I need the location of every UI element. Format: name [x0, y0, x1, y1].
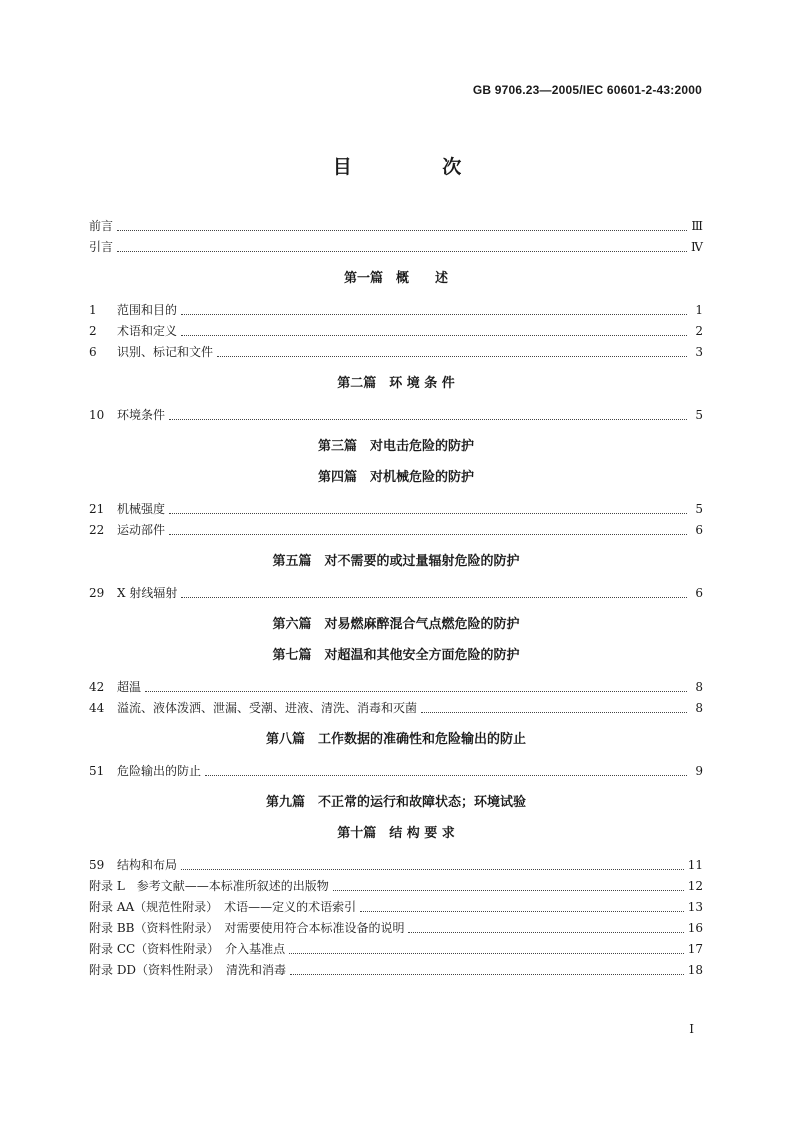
toc-entry-title: 超温 [117, 680, 142, 694]
toc-entry-page: 1 [695, 303, 703, 317]
toc-entry-page: 6 [695, 523, 703, 537]
toc-entry-number: 2 [89, 324, 97, 338]
toc-entry[interactable] [89, 300, 703, 321]
toc-entry-title: 术语和定义 [117, 324, 178, 338]
toc-entry-title: 附录 BB（资料性附录） 对需要使用符合本标准设备的说明 [89, 921, 405, 935]
toc-entry[interactable] [89, 237, 703, 258]
toc-entry-page: 2 [695, 324, 703, 338]
dot-leader [408, 932, 683, 933]
toc-entry[interactable] [89, 216, 703, 237]
toc-entry-title: 附录 L 参考文献——本标准所叙述的出版物 [89, 879, 329, 893]
toc-entry[interactable] [89, 960, 703, 981]
toc-entry-number: 42 [89, 680, 105, 694]
toc-entry-title: 运动部件 [117, 523, 166, 537]
dot-leader [290, 974, 684, 975]
dot-leader [169, 419, 687, 420]
dot-leader [169, 513, 687, 514]
toc-entry[interactable] [89, 698, 703, 719]
toc-entry-number: 59 [89, 858, 105, 872]
toc-section-heading: 第一篇 概 述 [343, 271, 448, 286]
page-title: 目 次 [332, 156, 504, 178]
toc-entry[interactable] [89, 520, 703, 541]
dot-leader [169, 534, 687, 535]
dot-leader [181, 597, 687, 598]
toc-entry-number: 6 [89, 345, 97, 359]
toc-entry-page: 9 [695, 764, 703, 778]
document-header: GB 9706.23—2005/IEC 60601-2-43:2000 [472, 83, 702, 97]
toc-entry[interactable] [89, 321, 703, 342]
toc-entry-title: 附录 AA（规范性附录） 术语——定义的术语索引 [89, 900, 357, 914]
toc-entry-number: 51 [89, 764, 105, 778]
toc-section-heading: 第四篇 对机械危险的防护 [317, 470, 474, 485]
toc-entry-title: 范围和目的 [117, 303, 178, 317]
toc-entry-title: 前言 [89, 219, 114, 233]
toc-entry-page: 11 [687, 858, 703, 872]
toc-entry-number: 22 [89, 523, 105, 537]
toc-section-heading: 第七篇 对超温和其他安全方面危险的防护 [272, 648, 520, 663]
toc-entry[interactable] [89, 342, 703, 363]
toc-entry[interactable] [89, 876, 703, 897]
toc-entry-title: 附录 DD（资料性附录） 清洗和消毒 [89, 963, 287, 977]
toc-entry-number: 21 [89, 502, 105, 516]
toc-entry[interactable] [89, 939, 703, 960]
dot-leader [360, 911, 684, 912]
toc-entry[interactable] [89, 761, 703, 782]
toc-entry-number: 44 [89, 701, 105, 715]
toc-entry-title: 环境条件 [117, 408, 166, 422]
dot-leader [117, 230, 687, 231]
toc-entry-page: 5 [695, 502, 703, 516]
dot-leader [333, 890, 684, 891]
toc-entry-page: 5 [695, 408, 703, 422]
toc-entry-page: 8 [695, 680, 703, 694]
toc-entry-title: 识别、标记和文件 [117, 345, 214, 359]
dot-leader [117, 251, 687, 252]
toc-entry-page: 8 [695, 701, 703, 715]
toc-entry[interactable] [89, 855, 703, 876]
dot-leader [181, 869, 684, 870]
dot-leader [421, 712, 687, 713]
dot-leader [181, 335, 687, 336]
table-of-contents [89, 216, 703, 981]
toc-entry-title: X 射线辐射 [117, 586, 178, 600]
toc-section-heading: 第八篇 工作数据的准确性和危险输出的防止 [265, 732, 526, 747]
dot-leader [205, 775, 687, 776]
toc-section-heading: 第六篇 对易燃麻醉混合气点燃危险的防护 [272, 617, 520, 632]
toc-entry-page: Ⅲ [691, 219, 703, 233]
toc-entry-number: 10 [89, 408, 105, 422]
toc-entry[interactable] [89, 677, 703, 698]
dot-leader [289, 953, 684, 954]
dot-leader [181, 314, 687, 315]
toc-entry-title: 附录 CC（资料性附录） 介入基准点 [89, 942, 286, 956]
toc-entry[interactable] [89, 897, 703, 918]
toc-entry-page: 6 [695, 586, 703, 600]
toc-entry-number: 29 [89, 586, 105, 600]
toc-section-heading: 第九篇 不正常的运行和故障状态；环境试验 [265, 795, 526, 810]
toc-entry-page: 3 [695, 345, 703, 359]
toc-section-heading: 第十篇 结 构 要 求 [337, 826, 455, 841]
toc-entry-number: 1 [89, 303, 97, 317]
toc-entry-page: 16 [687, 921, 703, 935]
toc-entry-page: Ⅳ [691, 240, 703, 254]
dot-leader [217, 356, 687, 357]
toc-entry-page: 18 [687, 963, 703, 977]
toc-section-heading: 第二篇 环 境 条 件 [337, 376, 455, 391]
toc-entry-page: 17 [687, 942, 703, 956]
toc-entry-title: 结构和布局 [117, 858, 178, 872]
toc-entry-page: 13 [687, 900, 703, 914]
toc-entry-page: 12 [687, 879, 703, 893]
toc-section-heading: 第三篇 对电击危险的防护 [317, 439, 474, 454]
toc-section-heading: 第五篇 对不需要的或过量辐射危险的防护 [272, 554, 520, 569]
toc-entry-title: 引言 [89, 240, 114, 254]
dot-leader [145, 691, 687, 692]
toc-entry-title: 危险输出的防止 [117, 764, 202, 778]
toc-entry-title: 机械强度 [117, 502, 166, 516]
toc-entry[interactable] [89, 499, 703, 520]
page-number: Ⅰ [689, 1022, 694, 1036]
toc-entry[interactable] [89, 918, 703, 939]
toc-entry[interactable] [89, 405, 703, 426]
toc-entry[interactable] [89, 583, 703, 604]
toc-entry-title: 溢流、液体泼洒、泄漏、受潮、进液、清洗、消毒和灭菌 [117, 701, 418, 715]
